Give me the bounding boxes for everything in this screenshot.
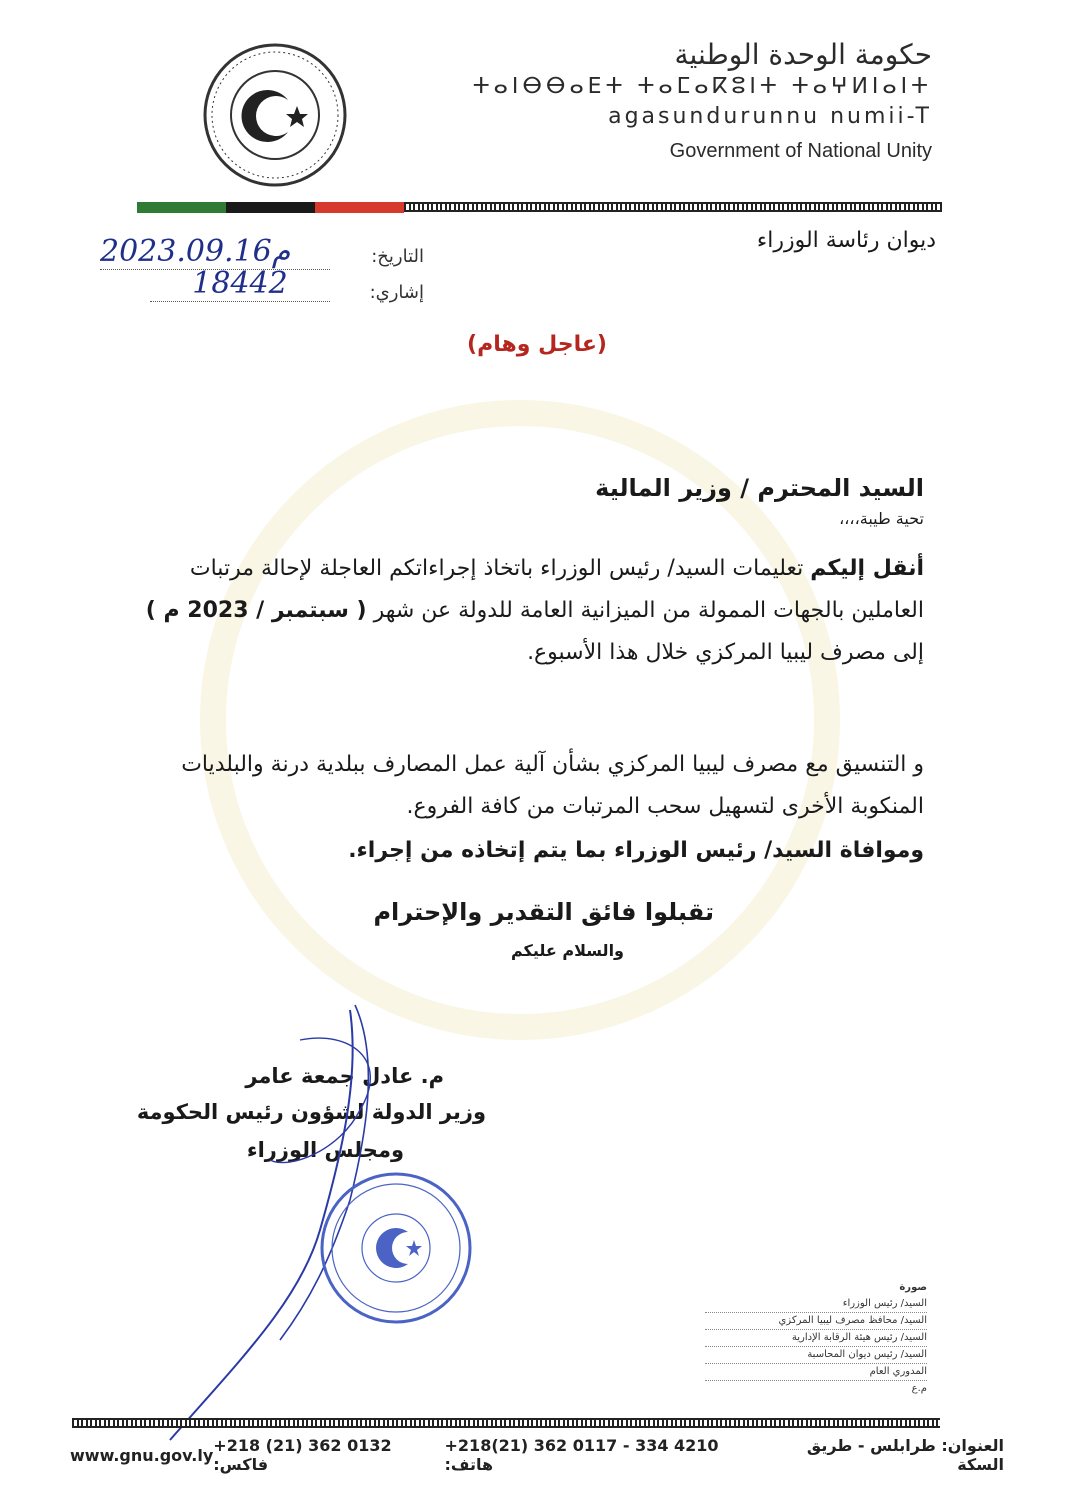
cc-item: المدوري العام [705,1364,927,1381]
website-link[interactable]: www.gnu.gov.ly [70,1445,214,1465]
office-name: ديوان رئاسة الوزراء [756,228,936,253]
official-stamp [316,1168,476,1328]
paragraph-1-lead: أنقل إليكم [810,556,924,581]
signatory-title-2: ومجلس الوزراء [246,1138,404,1162]
government-name-english: Government of National Unity [669,140,932,162]
greeting: تحية طيبة،،،، [839,509,924,528]
urgent-marker: (عاجل وهام) [467,332,607,357]
government-name-arabic: حكومة الوحدة الوطنية [674,38,932,71]
fax-number: +218 (21) 362 0132 فاكس: [213,1436,392,1474]
paragraph-1-end: إلى مصرف ليبيا المركزي خلال هذا الأسبوع. [527,639,924,665]
reference-value: 18442 [150,266,330,302]
paragraph-1-month: ( سبتمبر / 2023 م ) [145,597,367,623]
paragraph-2: و التنسيق مع مصرف ليبيا المركزي بشأن آلية عمل المصارف ببلدية درنة والبلديات المنكوبة الأخرى لتسهيل سحب المرتبات من كافة الفروع. [181,752,924,819]
date-value: 2023.09.16م [100,234,330,270]
cc-item: م.ع [911,1383,927,1394]
government-name-latin: agasundurunnu numii-T [608,104,932,129]
paragraph-1 [144,548,924,673]
cc-item: السيد/ رئيس هيئة الرقابة الإدارية [705,1330,927,1347]
carbon-copy-list [705,1280,927,1397]
reference-label: إشاري: [369,282,424,303]
cc-item: السيد/ محافظ مصرف ليبيا المركزي [705,1313,927,1330]
flag-color-bar [137,202,404,213]
address: العنوان: طرابلس - طريق السكة [806,1436,1004,1474]
date-label: التاريخ: [371,246,424,267]
cc-item: السيد/ رئيس ديوان المحاسبة [705,1347,927,1364]
header-divider [404,202,942,212]
emblem-seal [200,40,350,190]
signatory-title-1: وزير الدولة لشؤون رئيس الحكومة [136,1100,486,1124]
closing: تقبلوا فائق التقدير والإحترام [373,898,714,926]
footer-divider [72,1418,940,1428]
addressee: السيد المحترم / وزير المالية [595,474,924,502]
cc-heading: صورة [899,1282,927,1293]
salutation: والسلام عليكم [510,941,624,960]
government-name-tifinagh: ⵜⴰⵏⴱⴱⴰⴹⵜ ⵜⴰⵎⴰⴽⵓⵏⵜ ⵜⴰⵖⵍⵏⴰⵏⵜ [472,74,932,99]
paragraph-1-text: تعليمات السيد/ رئيس الوزراء باتخاذ إجراءاتكم العاجلة لإحالة مرتبات العاملين بالجهات الممولة من الميزانية العامة للدولة عن شهر [189,556,924,623]
signatory-name: م. عادل جمعة عامر [245,1064,444,1088]
phone-number: +218(21) 362 0117 - 334 4210 هاتف: [444,1436,719,1474]
footer-contact [70,1436,1004,1474]
paragraph-3: وموافاة السيد/ رئيس الوزراء بما يتم إتخاذه من إجراء. [348,838,924,863]
cc-item: السيد/ رئيس الوزراء [705,1296,927,1313]
